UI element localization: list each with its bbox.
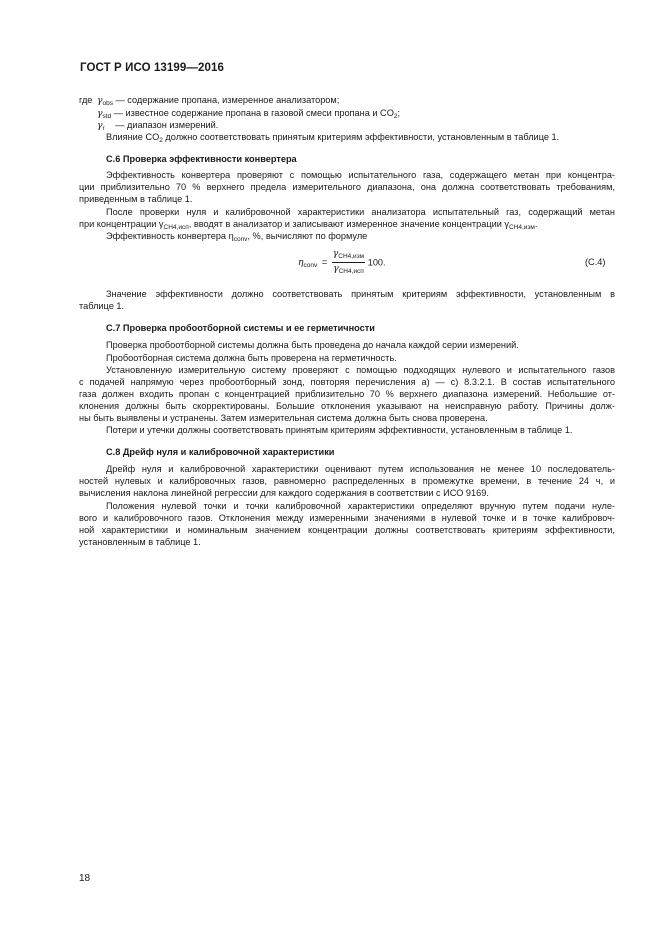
c6-p2-line2: при концентрации $\gamma_{CH4,исп}$, вводят в анализатор и записывают измеренное значение концентрации $\gamma_{CH4,изм}$.: [79, 219, 538, 231]
c8-line1: Дрейф нуля и калибровочной характеристики оценивают путем использования не менее 10 последователь-: [106, 464, 615, 474]
c7-line4: с подачей напрямую через пробоотборный зонд, повторяя перечисления а) — с) 8.3.2.1. В состав испытательного: [79, 377, 615, 387]
where-lead: где: [79, 95, 93, 105]
formula-lhs: η: [298, 256, 304, 268]
definition-gamma-std: $\gamma_{std}$ — известное содержание пропана в газовой смеси пропана и $CO_2$;: [97, 108, 401, 120]
c6-p1-line3: приведенным в таблице 1.: [79, 194, 193, 204]
section-c7-title: С.7 Проверка пробоотборной системы и ее герметичности: [106, 323, 375, 333]
c7-line1: Проверка пробоотборной системы должна быть проведена до начала каждой серии измерений.: [106, 340, 519, 350]
c6-p1-line2: ции приблизительно 70 % верхнего предела измерительного диапазона, она должна соответствовать требованиям,: [79, 182, 615, 192]
page-number: 18: [79, 873, 91, 884]
section-c6-title: С.6 Проверка эффективности конвертера: [106, 154, 297, 164]
c7-line2: Пробоотборная система должна быть проверена на герметичность.: [106, 353, 397, 363]
symbol-gamma: γ: [97, 120, 103, 131]
symbol-gamma: γ: [97, 108, 103, 119]
where-label: [79, 94, 92, 106]
formula-factor: 100: [367, 257, 384, 268]
c8-line2: ностей нулевых и калибровочных газов, равномерно распределенных в промежутке времени, в течение 24 ч, и: [79, 476, 615, 486]
c8-line7: установленным в таблице 1.: [79, 537, 201, 547]
c7-line6: клонения должны быть скорректированы. Большие отклонения указывают на неисправную работу. Причины долж-: [79, 401, 615, 411]
c8-line6: ной характеристики и номинальным значением концентрации должны соответствовать критериям эффективности,: [79, 525, 615, 535]
c6-p1-line1: Эффективность конвертера проверяют с помощью испытательного газа, содержащего метан при концентра-: [106, 170, 615, 180]
c7-line3: Установленную измерительную систему проверяют с помощью подходящих нулевого и испытательного газов: [106, 365, 615, 375]
formula-numerator: $\gamma_{CH4,изм}$: [332, 248, 365, 263]
c8-line5: вого и калибровочного газов. Отклонения между измеренными значениями в нулевой точке и в точке калибровоч-: [79, 513, 615, 523]
section-c8-title: С.8 Дрейф нуля и калибровочной характеристики: [106, 447, 335, 457]
formula-label: (С.4): [585, 257, 606, 267]
definition-gamma-r: $\gamma_r$ — диапазон измерений.: [97, 120, 219, 132]
c7-line5: газа должен входить пропан с концентрацией приблизительно 70 % верхнего диапазона измерений. Небольшие от-: [79, 389, 615, 399]
c7-line8: Потери и утечки должны соответствовать принятым критериям эффективности, установленным в таблице 1.: [106, 425, 573, 435]
formula-c4: $\eta_{conv}$ = $\frac{\gamma_{CH4,изм}}{\gamma_{CH4,исп}}$ 100.: [298, 248, 386, 275]
co2-influence-line: Влияние $CO_2$ должно соответствовать принятым критериям эффективности, установленным в таблице 1.: [106, 132, 560, 144]
symbol-gamma: γ: [97, 95, 103, 106]
c8-line3: вычисления наклона линейной регрессии для каждого содержания в соответствии с ИСО 9169.: [79, 488, 489, 498]
c8-line4: Положения нулевой точки и точки калибровочной характеристики определяют вручную путем подачи нуле-: [106, 501, 615, 511]
definition-gamma-obs: $\gamma_{obs}$ — содержание пропана, измеренное анализатором;: [97, 95, 340, 107]
c6-p3: Эффективность конвертера $\eta_{conv}$, %, вычисляют по формуле: [106, 231, 368, 243]
c6-p2-line1: После проверки нуля и калибровочной характеристики анализатора испытательный газ, содержащий метан: [106, 207, 615, 217]
c7-line7: ны быть выявлены и устранены. Затем измерительная система должна быть снова проверена.: [79, 413, 488, 423]
c6-p4-line2: таблице 1.: [79, 301, 125, 311]
formula-denominator: $\gamma_{CH4,исп}$: [333, 263, 364, 275]
c6-p4-line1: Значение эффективности должно соответствовать принятым критериям эффективности, установленным в: [106, 289, 615, 299]
formula-fraction: [332, 248, 365, 277]
document-header: ГОСТ Р ИСО 13199—2016: [80, 62, 225, 74]
